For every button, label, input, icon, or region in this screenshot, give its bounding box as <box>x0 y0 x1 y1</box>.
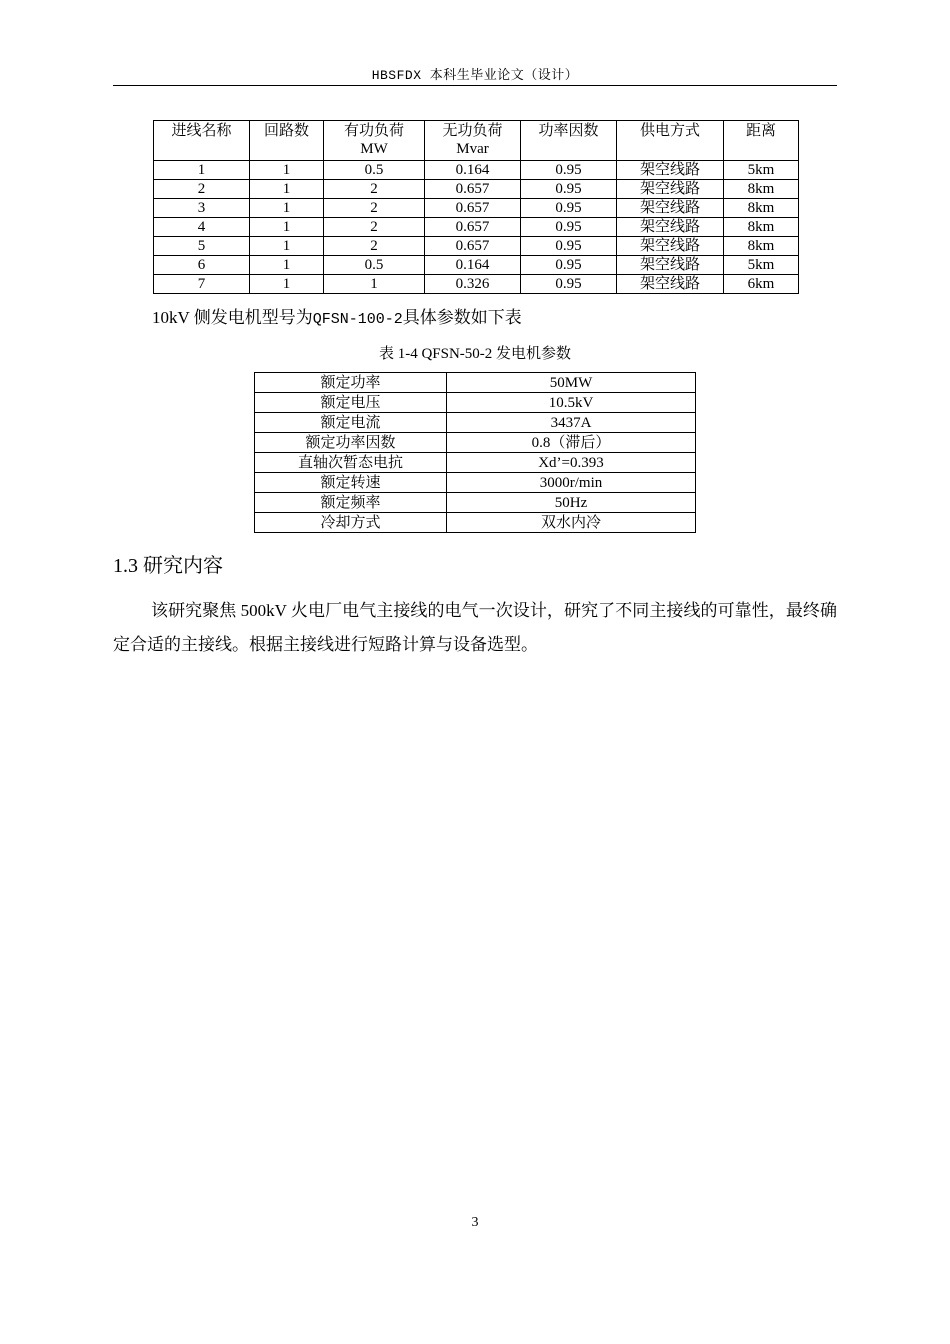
table-cell: 1 <box>250 180 324 199</box>
table-cell: 1 <box>250 237 324 256</box>
table-cell: 0.164 <box>425 256 521 275</box>
table-cell: 架空线路 <box>617 180 724 199</box>
generator-intro-line: 10kV 侧发电机型号为QFSN-100-2具体参数如下表 <box>152 308 522 328</box>
table-cell: 0.657 <box>425 218 521 237</box>
table-cell: 2 <box>154 180 250 199</box>
column-header-power-factor: 功率因数 <box>521 121 617 161</box>
table-cell: 5 <box>154 237 250 256</box>
parameter-value: 10.5kV <box>447 393 696 413</box>
header-divider <box>113 85 837 86</box>
table-row <box>255 513 696 533</box>
table-cell: 8km <box>724 218 799 237</box>
table-row <box>255 373 696 393</box>
parameter-name: 额定功率 <box>255 373 447 393</box>
table-row <box>154 180 799 199</box>
table-cell: 0.5 <box>324 256 425 275</box>
table-cell: 7 <box>154 275 250 294</box>
generator-parameters-table <box>254 372 696 533</box>
parameter-value: 双水内冷 <box>447 513 696 533</box>
table-cell: 6km <box>724 275 799 294</box>
column-header-line-name: 进线名称 <box>154 121 250 161</box>
table-cell: 1 <box>250 199 324 218</box>
table-cell: 0.326 <box>425 275 521 294</box>
table-row <box>255 413 696 433</box>
table-cell: 2 <box>324 237 425 256</box>
table-cell: 0.95 <box>521 256 617 275</box>
table-cell: 架空线路 <box>617 199 724 218</box>
table-cell: 1 <box>250 161 324 180</box>
table-cell: 6 <box>154 256 250 275</box>
table-row <box>255 433 696 453</box>
parameter-name: 额定电压 <box>255 393 447 413</box>
table-cell: 1 <box>154 161 250 180</box>
table-row <box>255 393 696 413</box>
parameter-name: 额定频率 <box>255 493 447 513</box>
table-row <box>154 256 799 275</box>
column-header-distance: 距离 <box>724 121 799 161</box>
parameter-value: Xd’=0.393 <box>447 453 696 473</box>
table-cell: 2 <box>324 199 425 218</box>
column-header-circuits: 回路数 <box>250 121 324 161</box>
table-row <box>154 218 799 237</box>
table-cell: 0.95 <box>521 161 617 180</box>
parameter-name: 直轴次暂态电抗 <box>255 453 447 473</box>
body-paragraph: 该研究聚焦 500kV 火电厂电气主接线的电气一次设计，研究了不同主接线的可靠性，最终确定合适的主接线。根据主接线进行短路计算与设备选型。 <box>113 601 837 654</box>
table-cell: 5km <box>724 161 799 180</box>
table-cell: 4 <box>154 218 250 237</box>
table-cell: 8km <box>724 199 799 218</box>
parameter-name: 额定电流 <box>255 413 447 433</box>
table-cell: 0.657 <box>425 199 521 218</box>
table-cell: 1 <box>250 218 324 237</box>
table-cell: 0.5 <box>324 161 425 180</box>
table-row <box>255 473 696 493</box>
generator-model: QFSN-100-2 <box>312 311 403 328</box>
table-cell: 2 <box>324 218 425 237</box>
table-row <box>255 493 696 513</box>
parameter-name: 额定转速 <box>255 473 447 493</box>
table-cell: 0.657 <box>425 237 521 256</box>
table-row <box>154 161 799 180</box>
table-cell: 0.95 <box>521 180 617 199</box>
page-header: HBSFDX 本科生毕业论文（设计） <box>371 68 579 83</box>
table-cell: 0.95 <box>521 218 617 237</box>
parameter-value: 3437A <box>447 413 696 433</box>
table-cell: 1 <box>250 275 324 294</box>
table-cell: 1 <box>324 275 425 294</box>
table-cell: 架空线路 <box>617 275 724 294</box>
table-cell: 架空线路 <box>617 256 724 275</box>
table-cell: 架空线路 <box>617 218 724 237</box>
table-cell: 0.95 <box>521 275 617 294</box>
parameter-name: 额定功率因数 <box>255 433 447 453</box>
table-row <box>154 275 799 294</box>
table-row <box>255 453 696 473</box>
table-cell: 0.657 <box>425 180 521 199</box>
table-cell: 0.95 <box>521 199 617 218</box>
table-cell: 8km <box>724 237 799 256</box>
table-caption: 表 1-4 QFSN-50-2 发电机参数 <box>378 346 572 362</box>
column-header-supply-method: 供电方式 <box>617 121 724 161</box>
parameter-value: 50Hz <box>447 493 696 513</box>
page-number: 3 <box>471 1215 479 1230</box>
parameter-name: 冷却方式 <box>255 513 447 533</box>
table-cell: 架空线路 <box>617 237 724 256</box>
table-cell: 0.164 <box>425 161 521 180</box>
table-cell: 架空线路 <box>617 161 724 180</box>
table-cell: 0.95 <box>521 237 617 256</box>
column-header-active-load: 有功负荷 MW <box>324 121 425 161</box>
column-header-reactive-load: 无功负荷 Mvar <box>425 121 521 161</box>
table-row <box>154 199 799 218</box>
parameter-value: 50MW <box>447 373 696 393</box>
section-heading: 1.3 研究内容 <box>113 555 223 577</box>
table-cell: 5km <box>724 256 799 275</box>
parameter-value: 0.8（滞后） <box>447 433 696 453</box>
table-cell: 2 <box>324 180 425 199</box>
table-cell: 8km <box>724 180 799 199</box>
table-cell: 3 <box>154 199 250 218</box>
table-header-row <box>154 121 799 161</box>
table-row <box>154 237 799 256</box>
table-cell: 1 <box>250 256 324 275</box>
parameter-value: 3000r/min <box>447 473 696 493</box>
incoming-lines-table <box>153 120 799 294</box>
